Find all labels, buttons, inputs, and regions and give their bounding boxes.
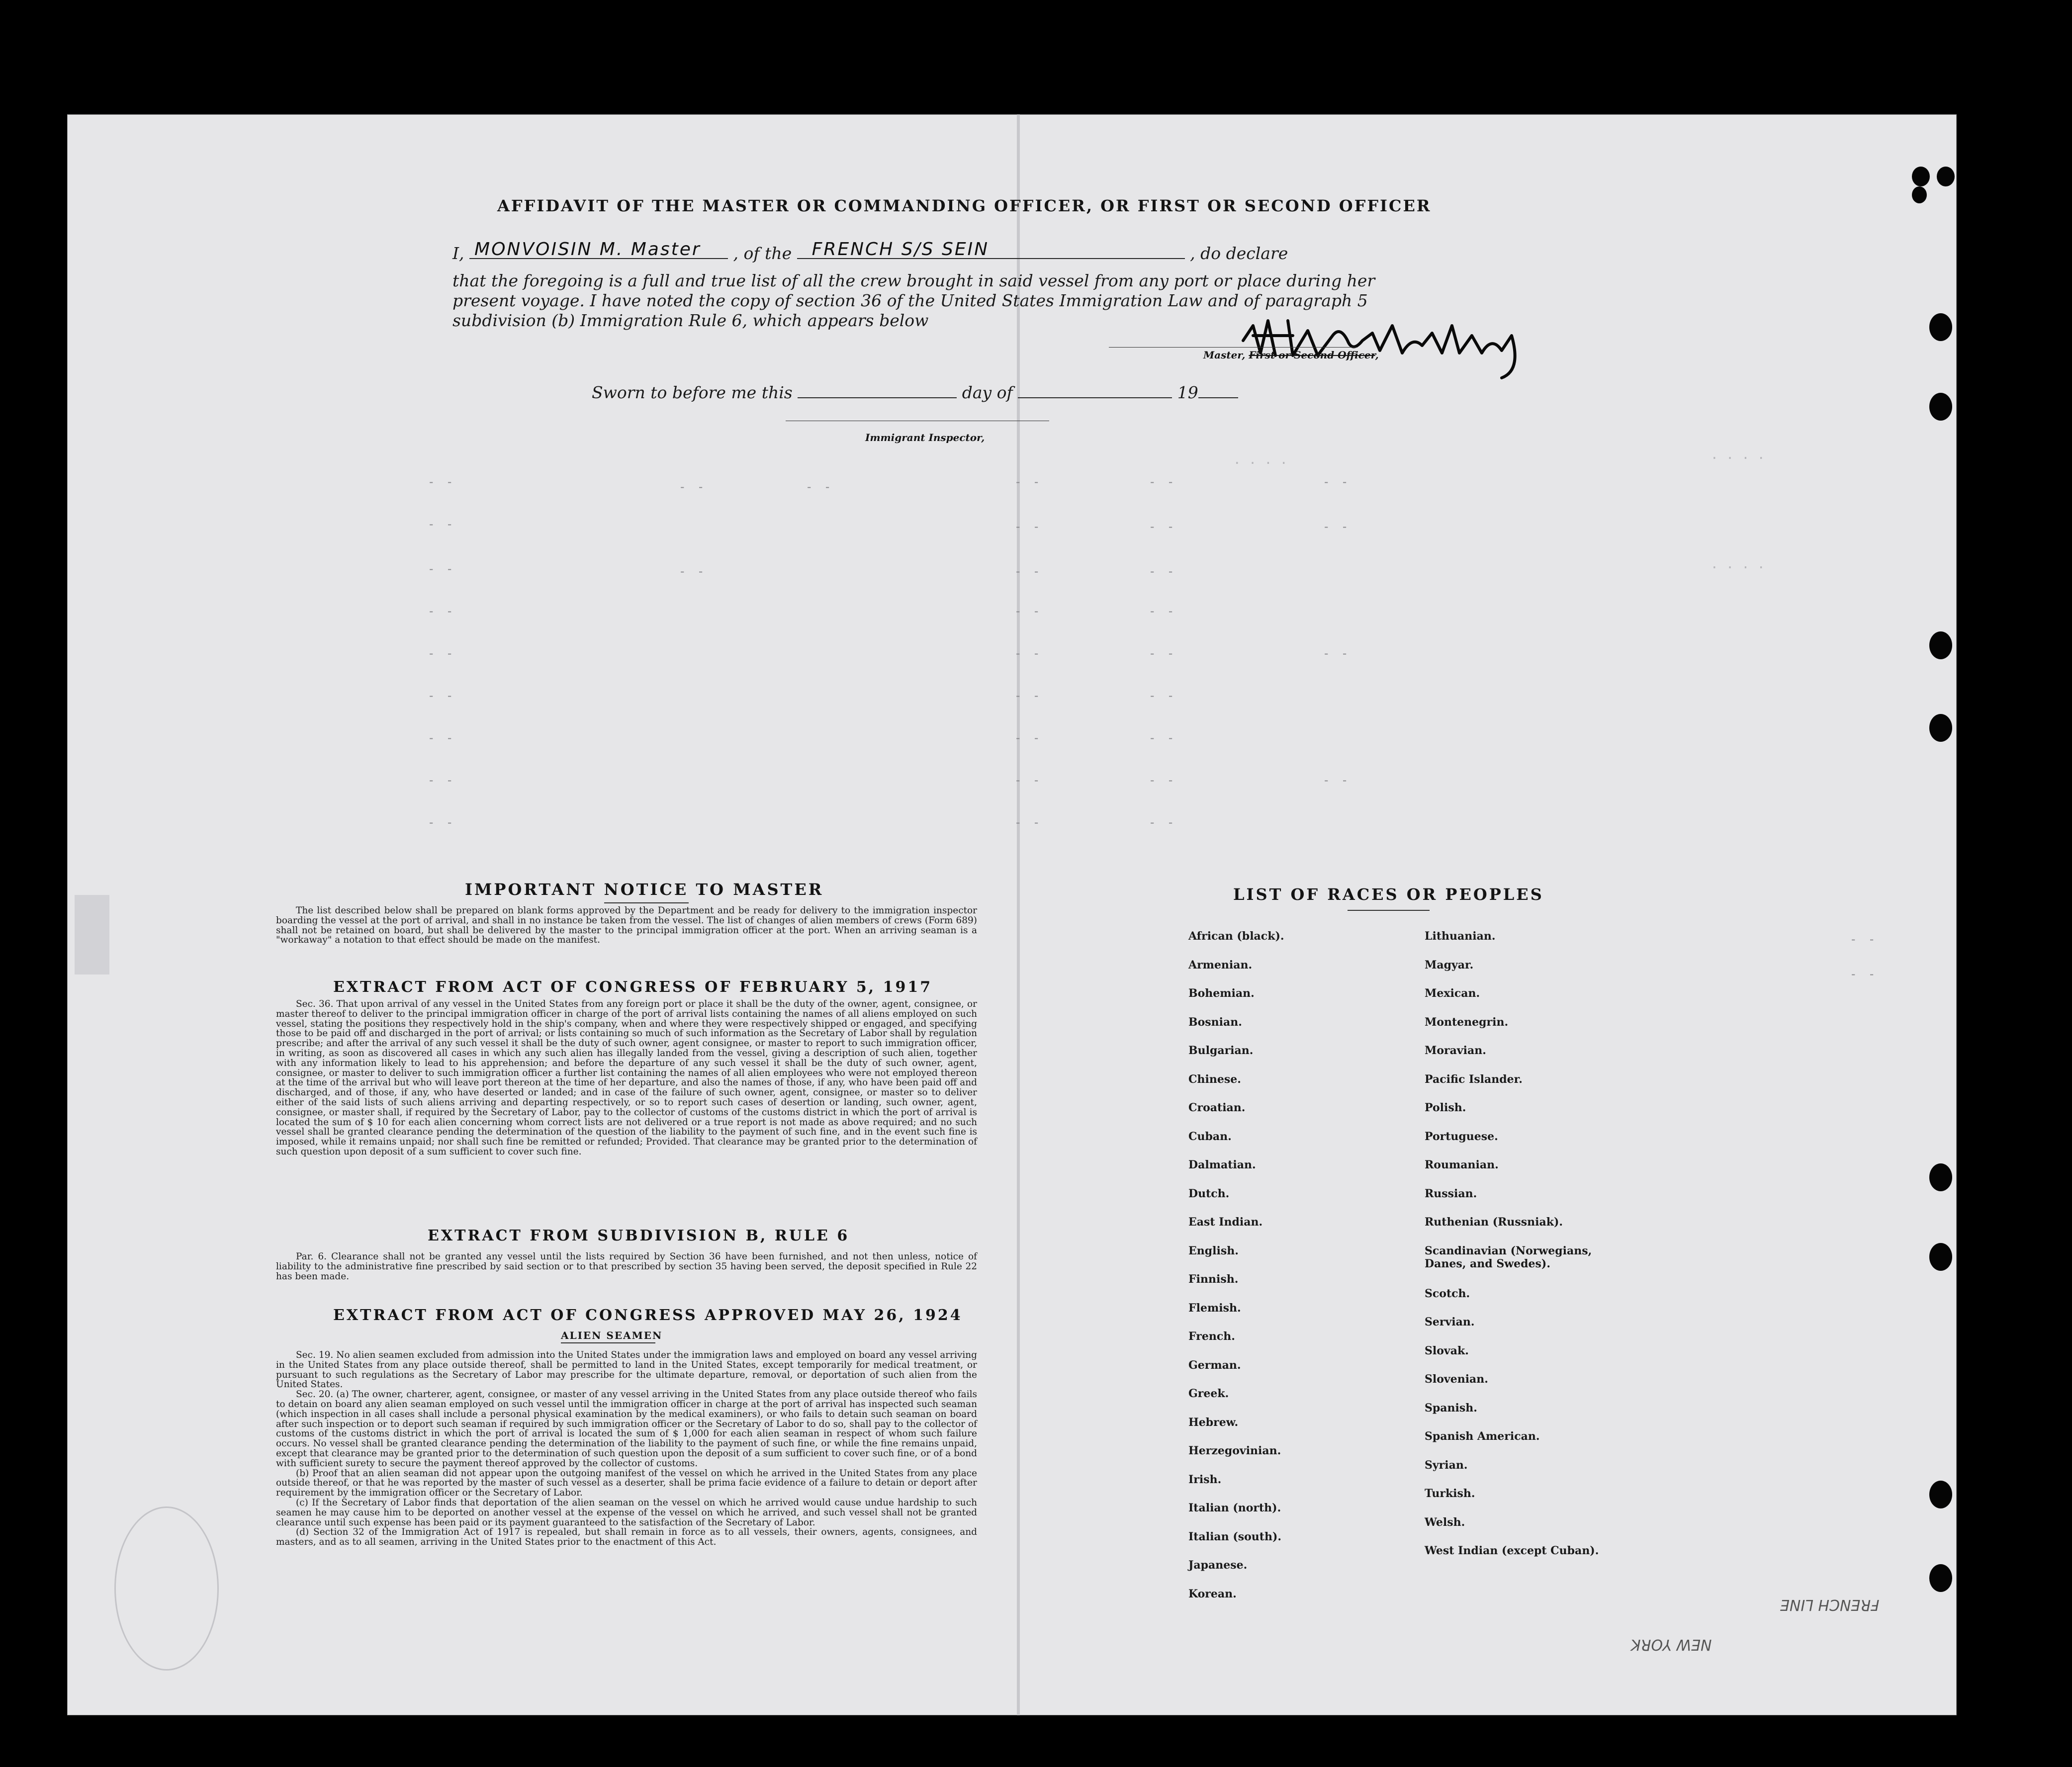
binder-hole [1929,1481,1952,1508]
notice-rule [604,902,689,903]
binder-hole [1929,1564,1952,1592]
race-item: Slovak. [1425,1344,1469,1357]
race-item: Servian. [1425,1316,1475,1329]
race-item: French. [1188,1330,1235,1343]
affidavit-i-label: I, [452,244,464,263]
race-item: Italian (north). [1188,1502,1281,1514]
alien-seamen-rule [561,1342,655,1343]
embossed-seal [114,1506,219,1671]
race-item: Greek. [1188,1387,1229,1400]
race-item: Scandinavian (Norwegians, Danes, and Swedes). [1425,1244,1592,1270]
race-item: African (black). [1188,930,1284,943]
race-item: Portuguese. [1425,1130,1498,1143]
sworn-line [592,383,1288,402]
binder-hole [1929,393,1952,421]
race-item: Armenian. [1188,958,1253,972]
notice-title: IMPORTANT NOTICE TO MASTER [465,880,824,899]
race-item: Flemish. [1188,1301,1241,1315]
signer-title-label: Master, First or Second Officer, [1203,349,1379,361]
affidavit-of-the-label: , of the [733,244,792,263]
race-item: Turkish. [1425,1487,1475,1501]
race-item: Spanish. [1425,1401,1477,1414]
notice-text: The list described below shall be prepared on blank forms approved by the Department and be ready for delivery to the immigration inspector boarding the vessel at the port of arrival, and shall in no instance be taken from the vessel. The list of changes of alien members of crews (Form 689) shall not be retained on board, but shall be delivered by the master to the principal immigration officer at the port. When an arriving seaman is a "workaway" a notation to that effect should be made on the manifest. [276,905,977,946]
affidavit-line-4: subdivision (b) Immigration Rule 6, which appears below [452,311,929,330]
extract-1917-title: EXTRACT FROM ACT OF CONGRESS OF FEBRUARY 5, 1917 [333,978,933,996]
inspector-label: Immigrant Inspector, [865,432,985,443]
race-item: Pacific Islander. [1425,1072,1523,1086]
race-item: German. [1188,1358,1241,1372]
race-item: Dutch. [1188,1187,1230,1200]
binder-hole [1929,313,1952,341]
master-name-field: MONVOISIN M. Master [474,239,701,260]
race-item: Bulgarian. [1188,1044,1254,1057]
race-item: Bosnian. [1188,1015,1242,1029]
binder-hole [1929,1243,1952,1271]
extract-1924-text: Sec. 19. No alien seamen excluded from admission into the United States under the immigration laws and employed on board any vessel arriving in the United States from any place outside thereof, shall be permitted to land in the United States, except temporarily for medical treatment, or pursuant to such regulations as the Secretary of Labor may prescribe for the ultimate departure, removal, or deportation of such alien from the United States. Sec. 20. (a) The owner, charterer, agent, consignee, or master of any vessel arriving in the United States from any place outside thereof who fails to detain on board any alien seaman employed on such vessel until the immigration officer in charge at the port of arrival has inspected such seaman (which inspection in all cases shall include a personal physical examination by the medical examiners), or who fails to detain such seaman on board after such inspection or to deport such seaman if required by such immigration officer or the Secretary of Labor to do so, shall pay to the collector of customs of the customs district in which the port of arrival is located the sum of $ 1,000 for each alien seaman in respect of whom such failure occurs. No vessel shall be granted clearance pending the determination of the liability to the payment of such fine, or while the fine remains unpaid, except that clearance may be granted prior to the determination of such question upon the deposit of a sum sufficient to cover such fine, or of a bond with sufficient surety to secure the payment thereof approved by the collector of customs. (b) Proof that an alien seaman did not appear upon the outgoing manifest of the vessel on which he arrived in the United States from any place outside thereof, or that he was reported by the master of such vessel as a deserter, shall be prima facie evidence of a failure to detain or deport after requirement by the immigration officer or the Secretary of Labor. (c) If the Secretary of Labor finds that deportation of the alien seaman on the vessel on which he arrived would cause undue hardship to such seamen he may cause him to be deported on another vessel at the expense of the vessel on which he arrived, and such vessel shall not be granted clearance until such expense has been paid or its payment guaranteed to the satisfaction of the Secretary of Labor. (d) Section 32 of the Immigration Act of 1917 is repealed, but shall remain in force as to all vessels, their owners, agents, consignees, and masters, and as to all seamen, arriving in the United States prior to the enactment of this Act. [276,1350,977,1548]
race-item: Montenegrin. [1425,1015,1509,1029]
binder-hole [1912,167,1930,186]
race-item: Russian. [1425,1187,1477,1200]
race-item: Roumanian. [1425,1158,1499,1171]
day-of-label: day of [962,383,1013,402]
struck-officer-label: First or Second Officer [1249,349,1375,361]
race-item: Korean. [1188,1587,1237,1600]
extract-1917-text: Sec. 36. That upon arrival of any vessel in the United States from any foreign port or place it shall be the duty of the owner, agent, consignee, or master thereof to deliver to the principal immigration officer in charge of the port of arrival lists containing the names of all aliens employed on such vessel, stating the positions they respectively hold in the ship's company, when and where they were respectively shipped or engaged, and specifying those to be paid off and discharged in the port of arrival; or lists containing so much of such information as the Secretary of Labor shall by regulation prescribe; and after the arrival of any such vessel it shall be the duty of such owner, agent consignee, or master to report to such immigration officer, in writing, as soon as discovered all cases in which any such alien has illegally landed from the vessel, giving a description of such alien, together with any information likely to lead to his apprehension; and before the departure of any such vessel it shall be the duty of such owner, agent, consignee, or master to deliver to such immigration officer a further list containing the names of all alien employees who were not employed thereon at the time of the arrival but who will leave port thereon at the time of her departure, and also the names of those, if any, who have been paid off and discharged, and of those, if any, who have deserted or landed; and in case of the failure of such owner, agent, consignee, or master so to deliver either of the said lists of such aliens arriving and departing respectively, or so to report such cases of desertion or landing, such owner, agent, consignee, or master shall, if required by the Secretary of Labor, pay to the collector of customs of the customs district in which the port of arrival is located the sum of $ 10 for each alien concerning whom correct lists are not delivered or a true report is not made as above required; and no such vessel shall be granted clearance pending the determination of the question of the liability to the payment of such fine, and in the event such fine is imposed, while it remains unpaid; nor shall such fine be remitted or refunded; Provided. That clearance may be granted prior to the determination of such question upon deposit of a sum sufficient to cover such fine. [276,999,977,1157]
race-item: Moravian. [1425,1044,1486,1057]
race-item: West Indian (except Cuban). [1425,1544,1599,1558]
race-item: Croatian. [1188,1101,1246,1114]
binder-hole [1929,1163,1952,1191]
race-item: Lithuanian. [1425,930,1496,943]
race-item: Irish. [1188,1473,1222,1486]
race-item: Herzegovinian. [1188,1444,1281,1457]
extract-rule6-title: EXTRACT FROM SUBDIVISION B, RULE 6 [428,1227,850,1244]
binder-hole [1929,714,1952,742]
race-item: Italian (south). [1188,1530,1282,1543]
race-item: Slovenian. [1425,1373,1488,1386]
affidavit-line-3: present voyage. I have noted the copy of section 36 of the United States Immigration Law and of paragraph 5 [452,291,1368,310]
race-item: Magyar. [1425,958,1474,972]
race-item: Welsh. [1425,1515,1465,1529]
race-item: Spanish American. [1425,1430,1540,1443]
race-item: Cuban. [1188,1130,1232,1143]
race-item: Polish. [1425,1101,1466,1114]
race-item: Syrian. [1425,1458,1468,1472]
race-item: Bohemian. [1188,987,1255,1000]
races-title: LIST OF RACES OR PEOPLES [1233,885,1544,904]
affidavit-title: AFFIDAVIT OF THE MASTER OR COMMANDING OFFICER, OR FIRST OR SECOND OFFICER [497,196,1432,215]
page-fold [1017,114,1020,1715]
affidavit-do-declare: , do declare [1190,244,1288,263]
extract-rule6-text: Par. 6. Clearance shall not be granted any vessel until the lists required by Section 36 have been furnished, and not then unless, notice of liability to the administrative fine prescribed by said section or to that prescribed by section 35 having been served, the deposit specified in Rule 22 has been made. [276,1251,977,1282]
signature-line [1109,347,1357,348]
affidavit-line-2: that the foregoing is a full and true list of all the crew brought in said vessel from any port or place during her [452,271,1375,290]
sworn-label: Sworn to before me this [592,383,793,402]
race-item: Finnish. [1188,1273,1239,1286]
race-item: Dalmatian. [1188,1158,1256,1171]
race-item: Hebrew. [1188,1415,1239,1429]
year-prefix: 19 [1177,383,1198,402]
line-stamp-1: FRENCH LINE [1780,1596,1880,1613]
vessel-name-field: FRENCH S/S SEIN [811,239,990,260]
races-rule [1348,910,1430,911]
race-item: Scotch. [1425,1287,1470,1300]
race-item: Ruthenian (Russniak). [1425,1216,1563,1229]
binder-hole [1937,167,1955,186]
paper-damage [75,895,109,974]
binder-hole [1929,631,1952,659]
binder-hole [1912,186,1927,203]
race-item: Japanese. [1188,1559,1248,1572]
master-signature [1233,306,1551,380]
race-item: Chinese. [1188,1072,1241,1086]
extract-1924-title: EXTRACT FROM ACT OF CONGRESS APPROVED MAY 26, 1924 [333,1307,963,1324]
race-item: East Indian. [1188,1216,1263,1229]
alien-seamen-subtitle: ALIEN SEAMEN [561,1329,663,1341]
affidavit-line-1 [452,239,1397,263]
line-stamp-2: NEW YORK [1631,1636,1712,1653]
race-item: English. [1188,1244,1239,1257]
race-item: Mexican. [1425,987,1480,1000]
